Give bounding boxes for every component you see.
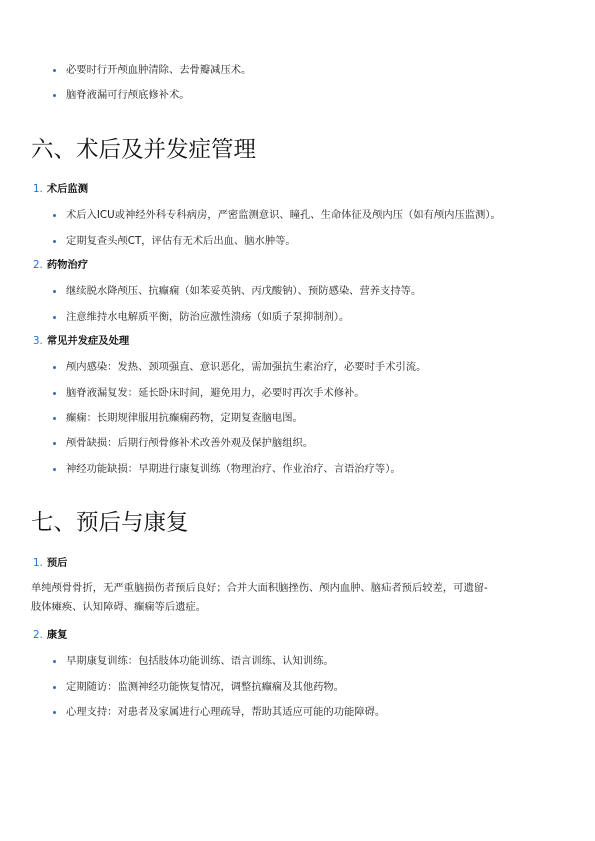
list-number: 2.	[33, 259, 43, 271]
paragraph-line: 单纯颅骨骨折，无严重脑损伤者预后良好；合并大面积脑挫伤、颅内血肿、脑疝者预后较差，可遗留-	[31, 582, 488, 594]
subheading-label: 常见并发症及处理	[46, 335, 130, 347]
numbered-heading	[33, 258, 88, 272]
numbered-heading	[33, 628, 67, 642]
bullet-dot	[53, 94, 56, 97]
bullet-dot	[53, 240, 56, 243]
bullet-dot	[53, 366, 56, 369]
list-number: 2.	[33, 629, 43, 641]
paragraph	[31, 579, 571, 617]
paragraph-line: 肢体瘫痪、认知障碍、癫痫等后遗症。	[31, 601, 207, 613]
list-item: 脑脊液漏复发：延长卧床时间，避免用力，必要时再次手术修补。	[66, 387, 365, 399]
list-number: 3.	[33, 335, 43, 347]
bullet-dot	[53, 686, 56, 689]
list-item: 颅骨缺损：后期行颅骨修补术改善外观及保护脑组织。	[66, 437, 314, 449]
list-item: 颅内感染：发热、颈项强直、意识恶化，需加强抗生素治疗，必要时手术引流。	[66, 361, 427, 373]
list-item: 术后入ICU或神经外科专科病房，严密监测意识、瞳孔、生命体征及颅内压（如有颅内压监测）。	[66, 209, 501, 221]
list-number: 1.	[33, 557, 43, 569]
subheading-label: 预后	[46, 557, 68, 569]
list-item: 注意维持水电解质平衡，防治应激性溃疡（如质子泵抑制剂）。	[66, 311, 350, 323]
bullet-dot	[53, 711, 56, 714]
list-item: 早期康复训练：包括肢体功能训练、语言训练、认知训练。	[66, 655, 334, 667]
bullet-dot	[53, 69, 56, 72]
list-item: 心理支持：对患者及家属进行心理疏导，帮助其适应可能的功能障碍。	[66, 706, 386, 718]
list-item: 必要时行开颅血肿清除、去骨瓣减压术。	[66, 64, 252, 76]
section-heading: 六、术后及并发症管理	[31, 137, 257, 163]
list-number: 1.	[33, 183, 43, 195]
bullet-dot	[53, 316, 56, 319]
bullet-dot	[53, 442, 56, 445]
section-heading: 七、预后与康复	[31, 510, 189, 536]
bullet-dot	[53, 660, 56, 663]
bullet-dot	[53, 392, 56, 395]
numbered-heading	[33, 334, 129, 348]
subheading-label: 术后监测	[46, 183, 89, 195]
numbered-heading	[33, 182, 88, 196]
list-item: 定期随访：监测神经功能恢复情况，调整抗癫痫及其他药物。	[66, 681, 345, 693]
list-item: 癫痫：长期规律服用抗癫痫药物，定期复查脑电图。	[66, 412, 303, 424]
bullet-dot	[53, 417, 56, 420]
bullet-dot	[53, 468, 56, 471]
bullet-dot	[53, 290, 56, 293]
numbered-heading	[33, 556, 67, 570]
list-item: 继续脱水降颅压、抗癫痫（如苯妥英钠、丙戊酸钠）、预防感染、营养支持等。	[66, 285, 422, 297]
list-item: 神经功能缺损：早期进行康复训练（物理治疗、作业治疗、言语治疗等）。	[66, 463, 401, 475]
bullet-dot	[53, 214, 56, 217]
list-item: 定期复查头颅CT，评估有无术后出血、脑水肿等。	[66, 235, 296, 247]
subheading-label: 康复	[46, 629, 68, 641]
subheading-label: 药物治疗	[46, 259, 89, 271]
list-item: 脑脊液漏可行颅底修补术。	[66, 89, 190, 101]
